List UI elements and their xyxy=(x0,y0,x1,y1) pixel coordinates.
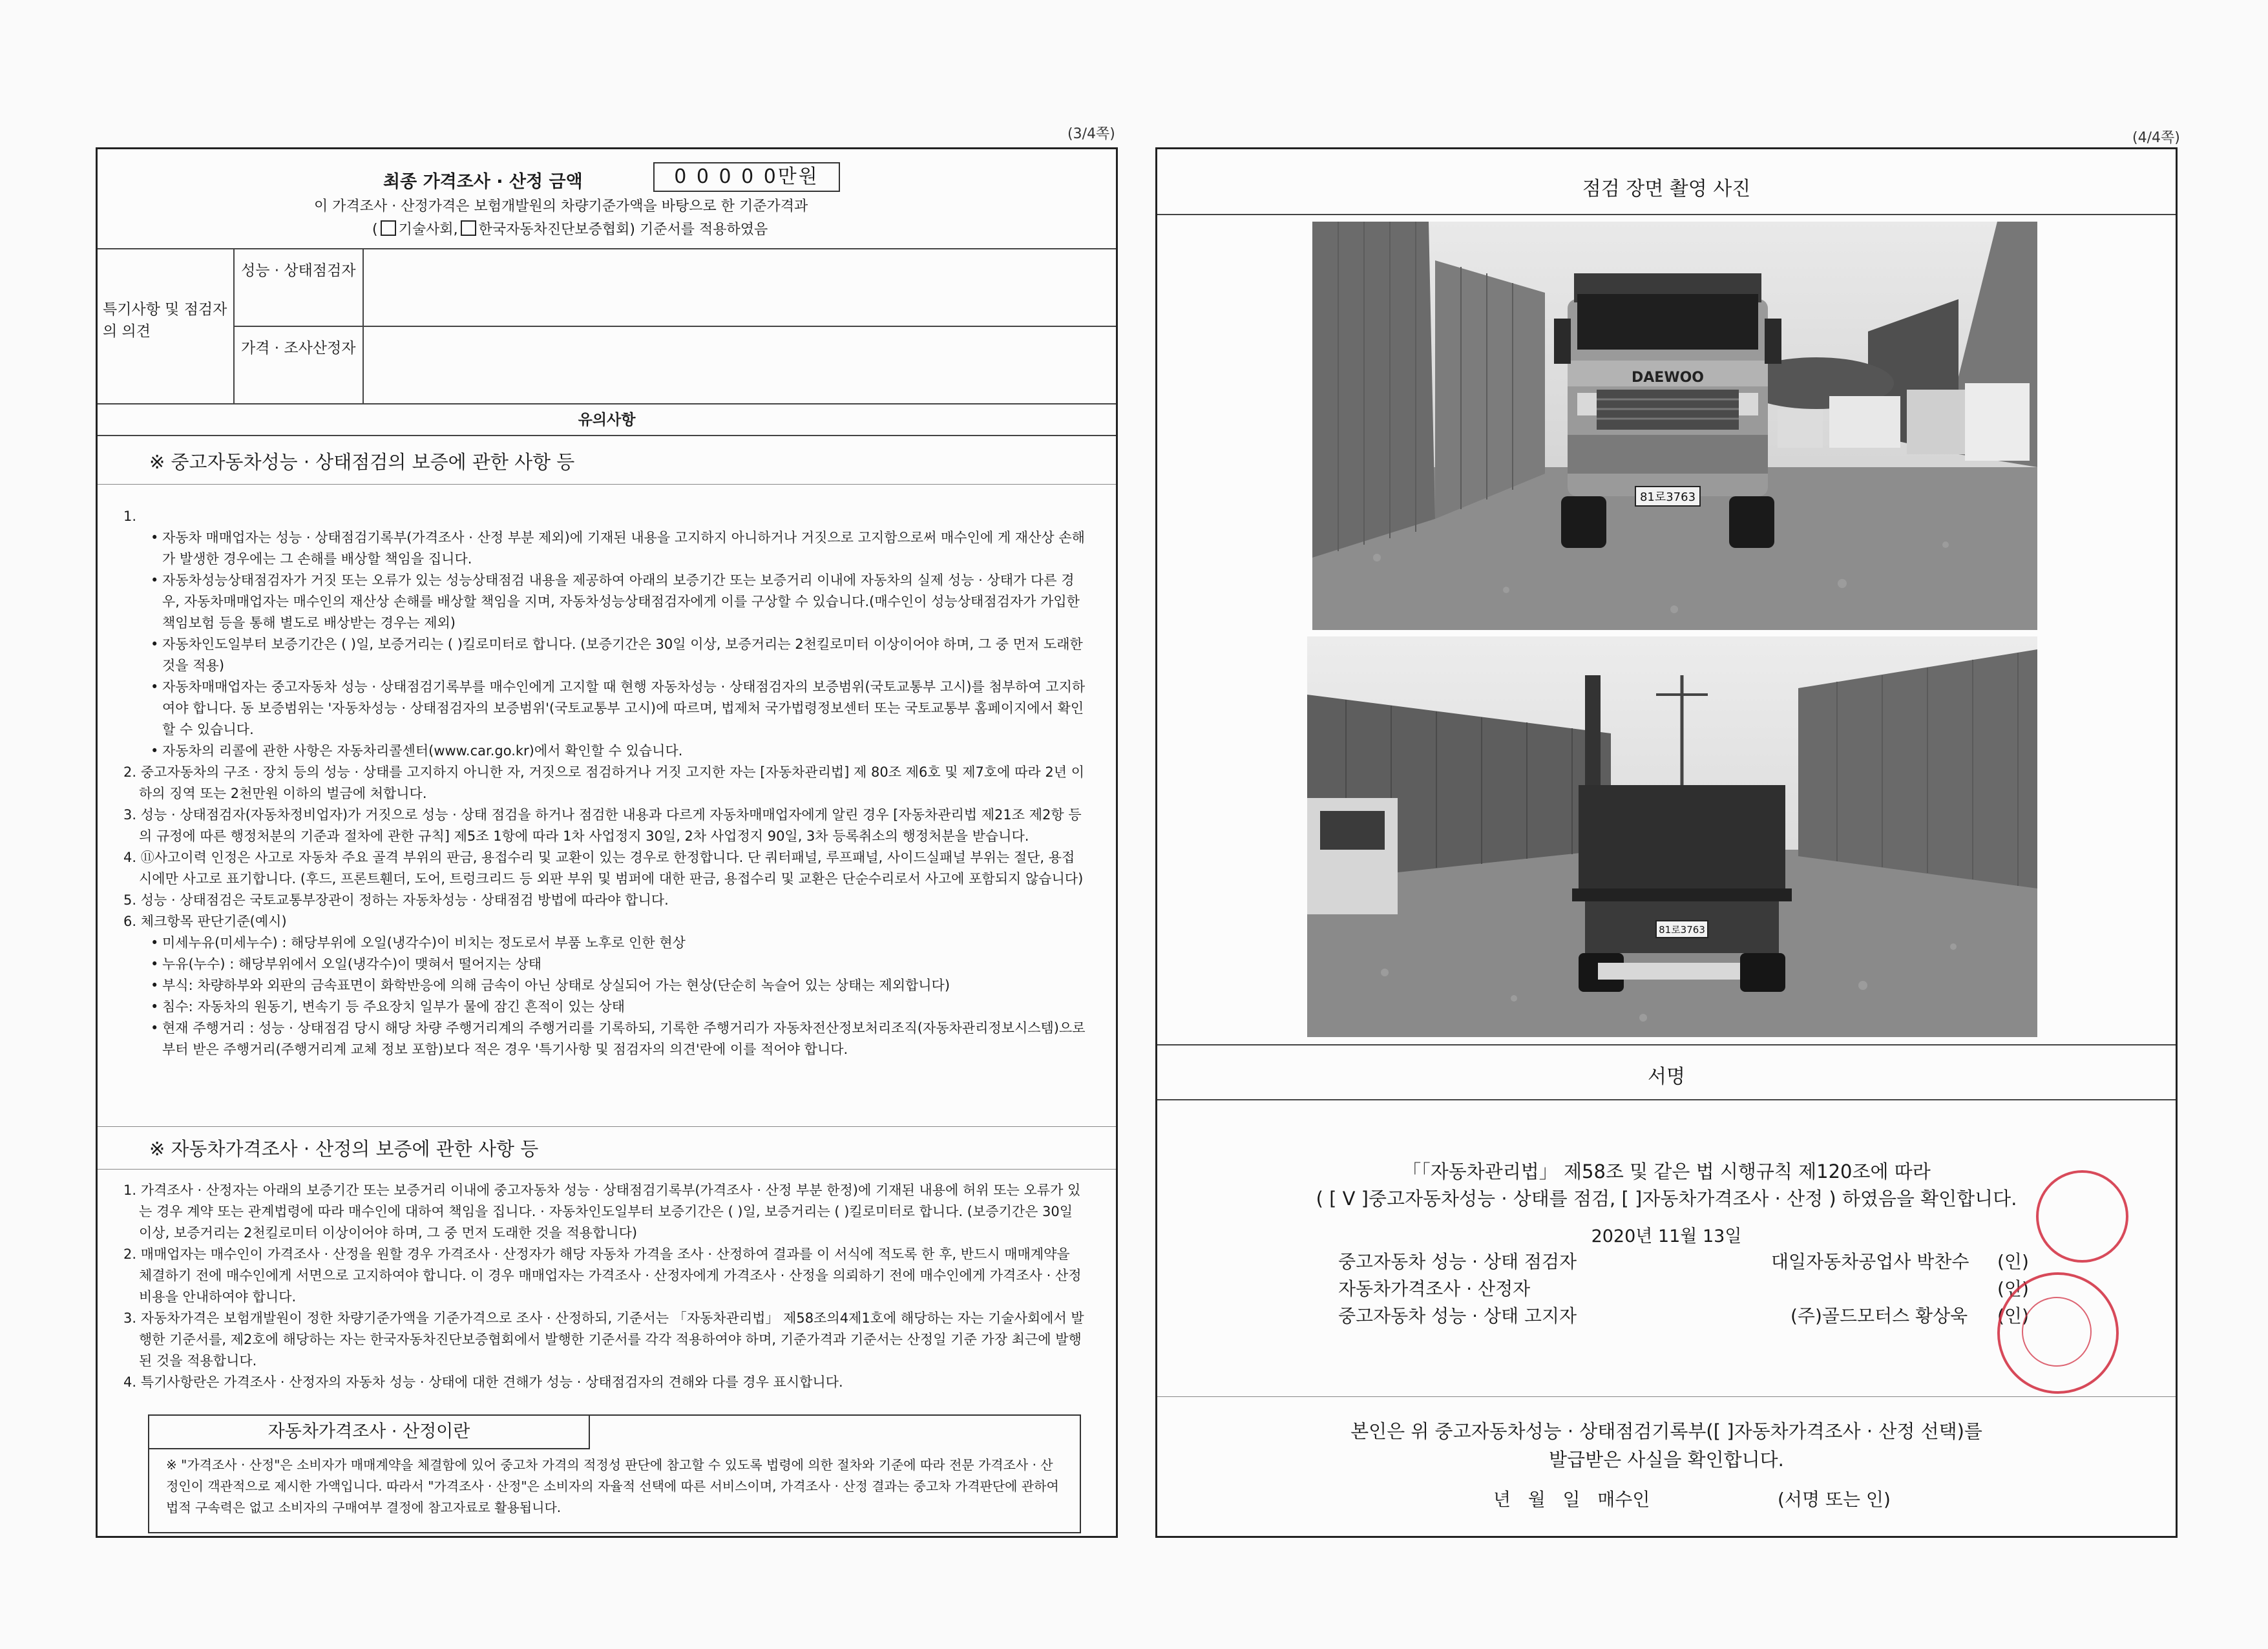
appraisal-item-4: 4. 특기사항란은 가격조사 · 산정자의 자동차 성능 · 상태에 대한 견해가 성능 · 상태점검자의 견해와 다를 경우 표시합니다. xyxy=(123,1374,843,1390)
photo-section-title: 점검 장면 촬영 사진 xyxy=(1582,178,1751,200)
front-view-photo-drawing xyxy=(1312,222,2037,630)
opinion-label: 특기사항 및 점검자의 의견 xyxy=(103,301,227,340)
company-stamp-lower-inner xyxy=(2022,1297,2092,1367)
section-performance-body xyxy=(123,506,1086,1060)
opinion-row-appraiser: 가격 · 조사산정자 xyxy=(241,340,356,357)
confirm-line-2: 발급받은 사실을 확인합니다. xyxy=(1549,1449,1784,1471)
price-desc-2 xyxy=(372,219,768,240)
perf-bullet-5-text: 자동차의 리콜에 관한 사항은 자동차리콜센터(www.car.go.kr)에서 확인할 수 있습니다. xyxy=(162,743,683,759)
paren-open: ( xyxy=(372,222,378,238)
rear-view-photo xyxy=(1307,636,2037,1037)
appraisal-item-2: 2. 매매업자는 매수인이 가격조사 · 산정을 원할 경우 가격조사 · 산정자가 해당 자동차 가격을 조사 · 산정하여 결과를 이 서식에 적도록 한 후, 반드시 매매계약을 체결하기 전에 매수인에게 서면으로 고지하여야 합니다. 이 경우 매매업자는 가격조사 · 산정자에게 가격조사 · 산정을 의뢰하기 전에 매수인에게 가격조사 · 산정 비용을 안내하여야 합니다. xyxy=(123,1246,1082,1305)
right-page xyxy=(1155,147,2178,1538)
check-criteria-3-text: 부식: 차량하부와 외판의 금속표면이 화학반응에 의해 금속이 아닌 상태로 상실되어 가는 현상(단순히 녹슬어 있는 상태는 제외합니다) xyxy=(162,978,950,993)
seal-appraiser[interactable]: (인) xyxy=(1997,1278,2029,1299)
inspector-opinion-field[interactable] xyxy=(369,253,1106,320)
perf-item-6: 6. 체크항목 판단기준(예시) xyxy=(123,914,287,929)
perf-bullet-3: • 자동차인도일부터 보증기간은 ( )일, 보증거리는 ( )킬로미터로 합니다. (보증기간은 30일 이상, 보증거리는 2천킬로미터 이상이어야 하며, 그 중 먼저 도래한 것을 적용) xyxy=(151,636,1083,673)
law-basis-line-1: 「「자동차관리법」 제58조 및 같은 법 시행규칙 제120조에 따라 xyxy=(1402,1161,1931,1182)
section-appraisal-body xyxy=(123,1180,1086,1393)
perf-bullet-2: • 자동차성능상태점검자가 거짓 또는 오류가 있는 성능상태점검 내용을 제공하여 아래의 보증기간 또는 보증거리 이내에 자동차의 실제 성능 · 상태가 다른 경우, 자동차매매업자는 매수인의 재산상 손해를 배상할 책임을 지며, 자동차성능상태점검자에게 이를 구상할 수 있습니다.(매수인이 성능상태점검자가 가입한 책임보험 등을 통해 별도로 배상받는 경우는 제외) xyxy=(151,572,1080,631)
perf-bullet-1-text: 자동차 매매업자는 성능 · 상태점검기록부(가격조사 · 산정 부분 제외)에 기재된 내용을 고지하지 아니하거나 거짓으로 고지함으로써 매수인에 게 재산상 손해가 발생한 경우에는 그 손해를 배상할 책임을 집니다. xyxy=(162,530,1085,567)
price-desc-1: 이 가격조사 · 산정가격은 보험개발원의 차량기준가액을 바탕으로 한 기준가격과 xyxy=(314,198,808,215)
opinion-row-inspector: 성능 · 상태점검자 xyxy=(241,262,356,279)
confirm-line-1: 본인은 위 중고자동차성능 · 상태점검기록부([ ]자동차가격조사 · 산정 선택)를 xyxy=(1350,1420,1982,1442)
perf-bullet-4: • 자동차매매업자는 중고자동차 성능 · 상태점검기록부를 매수인에게 고지할 때 현행 자동차성능 · 상태점검자의 보증범위(국토교통부 고시)를 첨부하여 고지하여야 합니다. 동 보증범위는 '자동차성능 · 상태점검자의 보증범위'(국토교통부 고시)에 따르며, 법제처 국가법령정보센터 또는 국토교통부 홈페이지에서 확인할 수 있습니다. xyxy=(151,679,1086,737)
perf-item-5: 5. 성능 · 상태점검은 국토교통부장관이 정하는 자동차성능 · 상태점검 방법에 따라야 합니다. xyxy=(123,892,669,908)
notice-title: 유의사항 xyxy=(578,412,636,428)
check-criteria-2-text: 누유(누수) : 해당부위에서 오일(냉각수)이 맺혀서 떨어지는 상태 xyxy=(162,956,542,972)
definition-box xyxy=(148,1414,1081,1533)
buyer-signature-field[interactable]: (서명 또는 인) xyxy=(1778,1489,1891,1510)
signer-role-notifier: 중고자동차 성능 · 상태 고지자 xyxy=(1338,1305,1577,1327)
tech-society-label: 기술사회, xyxy=(398,222,458,238)
seal-notifier[interactable]: (인) xyxy=(1997,1305,2029,1327)
check-criteria-2: • 누유(누수) : 해당부위에서 오일(냉각수)이 맺혀서 떨어지는 상태 xyxy=(151,956,542,972)
signer-role-appraiser: 자동차가격조사 · 산정자 xyxy=(1338,1278,1531,1299)
appraisal-item-1: 1. 가격조사 · 산정자는 아래의 보증기간 또는 보증거리 이내에 중고자동차 성능 · 상태점검기록부(가격조사 · 산정 부분 한정)에 기재된 내용에 허위 또는 오류가 있는 경우 계약 또는 관계법령에 따라 매수인에 대하여 책임을 집니다. · 자동차인도일부터 보증기간은 ( )일, 보증거리는 ( )킬로미터로 합니다. (보증기간은 30일 이상, 보증거리는 2천킬로미터 이상이어야 하며, 그 중 먼저 도래한 것을 적용합니다) xyxy=(123,1182,1081,1241)
opinion-section xyxy=(98,248,1116,403)
page-number-right: (4/4쪽) xyxy=(2132,130,2180,146)
definition-title: 자동차가격조사 · 산정이란 xyxy=(149,1416,590,1449)
check-criteria-1-text: 미세누유(미세누수) : 해당부위에 오일(냉각수)이 비치는 정도로서 부품 노후로 인한 현상 xyxy=(162,935,686,951)
law-basis-line-2: ( [ V ]중고자동차성능 · 상태를 점검, [ ]자동차가격조사 · 산정 ) 하였음을 확인합니다. xyxy=(1316,1188,2017,1210)
appraiser-opinion-field[interactable] xyxy=(369,331,1106,398)
perf-item-3: 3. 성능 · 상태점검자(자동차정비업자)가 거짓으로 성능 · 상태 점검을 하거나 점검한 내용과 다르게 자동차매매업자에게 알린 경우 [자동차관리법 제21조 제2항 등의 규정에 따른 행정처분의 기준과 절차에 관한 규칙] 제5조 1항에 따라 1차 사업정지 30일, 2차 사업정지 90일, 3차 등록취소의 행정처분을 받습니다. xyxy=(123,807,1082,844)
seal-inspector[interactable]: (인) xyxy=(1997,1251,2029,1272)
company-stamp-lower xyxy=(1997,1272,2119,1394)
amount-box: 0 0 0 0 0만원 xyxy=(653,162,840,192)
perf-item-2: 2. 중고자동차의 구조 · 장치 등의 성능 · 상태를 고지하지 아니한 자, 거짓으로 점검하거나 거짓 고지한 자는 [자동차관리법] 제 80조 제6호 및 제7호에 따라 2년 이하의 징역 또는 2천만원 이하의 벌금에 처합니다. xyxy=(123,764,1085,801)
page-number-left: (3/4쪽) xyxy=(1067,126,1115,142)
check-criteria-3: • 부식: 차량하부와 외판의 금속표면이 화학반응에 의해 금속이 아닌 상태로 상실되어 가는 현상(단순히 녹슬어 있는 상태는 제외합니다) xyxy=(151,978,950,993)
perf-item-1-number: 1. xyxy=(123,509,137,524)
signature-date: 2020년 11월 13일 xyxy=(1591,1226,1742,1246)
check-criteria-5-text: 현재 주행거리 : 성능 · 상태점검 당시 해당 차량 주행거리계의 주행거리를 기록하되, 기록한 주행거리가 자동차전산정보처리조직(자동차관리정보시스템)으로부터 받은 주행거리(주행거리계 교체 정보 포함)보다 적은 경우 '특기사항 및 점검자의 의견'란에 이를 적어야 합니다. xyxy=(162,1020,1086,1057)
checkbox-tech-society[interactable] xyxy=(381,220,396,236)
rear-plate-text: 81로3763 xyxy=(1659,924,1705,936)
definition-body: ※ "가격조사 · 산정"은 소비자가 매매계약을 체결함에 있어 중고차 가격의 적정성 판단에 참고할 수 있도록 법령에 의한 절차와 기준에 따라 전문 가격조사 · 산정인이 객관적으로 제시한 가액입니다. 따라서 "가격조사 · 산정"은 소비자의 자율적 선택에 따른 서비스이며, 가격조사 · 산정 결과는 중고차 가격판단에 관하여 법적 구속력은 없고 소비자의 구매여부 결정에 참고자료로 활용됩니다. xyxy=(166,1457,1059,1515)
price-title: 최종 가격조사 · 산정 금액 xyxy=(383,172,583,192)
check-criteria-1: • 미세누유(미세누수) : 해당부위에 오일(냉각수)이 비치는 정도로서 부품 노후로 인한 현상 xyxy=(151,935,686,951)
section-appraisal-title: ※ 자동차가격조사 · 산정의 보증에 관한 사항 등 xyxy=(149,1138,539,1160)
perf-bullet-1: • 자동차 매매업자는 성능 · 상태점검기록부(가격조사 · 산정 부분 제외)에 기재된 내용을 고지하지 아니하거나 거짓으로 고지함으로써 매수인에 게 재산상 손해가 발생한 경우에는 그 손해를 배상할 책임을 집니다. xyxy=(151,530,1085,567)
check-criteria-4: • 침수: 자동차의 원동기, 변속기 등 주요장치 일부가 물에 잠긴 흔적이 있는 상태 xyxy=(151,999,625,1014)
front-view-photo xyxy=(1312,222,2037,630)
signer-role-inspector: 중고자동차 성능 · 상태 점검자 xyxy=(1338,1251,1577,1272)
perf-bullet-3-text: 자동차인도일부터 보증기간은 ( )일, 보증거리는 ( )킬로미터로 합니다. (보증기간은 30일 이상, 보증거리는 2천킬로미터 이상이어야 하며, 그 중 먼저 도래한 것을 적용) xyxy=(162,636,1083,673)
checkbox-kada[interactable] xyxy=(461,220,476,236)
perf-bullet-2-text: 자동차성능상태점검자가 거짓 또는 오류가 있는 성능상태점검 내용을 제공하여 아래의 보증기간 또는 보증거리 이내에 자동차의 실제 성능 · 상태가 다른 경우, 자동차매매업자는 매수인의 재산상 손해를 배상할 책임을 지며, 자동차성능상태점검자에게 이를 구상할 수 있습니다.(매수인이 성능상태점검자가 가입한 책임보험 등을 통해 별도로 배상받는 경우는 제외) xyxy=(162,572,1080,631)
section-performance-title: ※ 중고자동차성능 · 상태점검의 보증에 관한 사항 등 xyxy=(149,451,575,473)
front-plate-text: 81로3763 xyxy=(1639,490,1696,504)
check-criteria-4-text: 침수: 자동차의 원동기, 변속기 등 주요장치 일부가 물에 잠긴 흔적이 있는 상태 xyxy=(162,999,625,1014)
kada-label: 한국자동차진단보증협회) 기준서를 적용하였음 xyxy=(478,222,768,238)
perf-bullet-5: • 자동차의 리콜에 관한 사항은 자동차리콜센터(www.car.go.kr)에서 확인할 수 있습니다. xyxy=(151,743,683,759)
company-stamp-upper xyxy=(2036,1170,2128,1263)
signer-name-inspector: 대일자동차공업사 박찬수 xyxy=(1771,1251,1969,1272)
appraisal-item-3: 3. 자동차가격은 보험개발원이 정한 차량기준가액을 기준가격으로 조사 · 산정하되, 기준서는 「자동차관리법」 제58조의4제1호에 해당하는 자는 기술사회에서 발행한 기준서를, 제2호에 해당하는 자는 한국자동차진단보증협회에서 발행한 기준서를 각각 적용하여야 하며, 기준가격과 기준서는 산정일 기준 가장 최근에 발행된 것을 적용합니다. xyxy=(123,1310,1084,1369)
buyer-date-line: 년 월 일 매수인 xyxy=(1493,1489,1650,1510)
truck-brand-label: DAEWOO xyxy=(1632,370,1704,386)
signer-name-notifier: (주)골드모터스 황상욱 xyxy=(1790,1305,1968,1327)
left-page xyxy=(96,147,1118,1538)
perf-item-4: 4. ⑪사고이력 인정은 사고로 자동차 주요 골격 부위의 판금, 용접수리 및 교환이 있는 경우로 한정합니다. 단 쿼터패널, 루프패널, 사이드실패널 부위는 절단, 용접 시에만 사고로 표기합니다. (후드, 프론트휀더, 도어, 트렁크리드 등 외판 부위 및 범퍼에 대한 판금, 용접수리 및 교환은 단순수리로서 사고에 포함되지 않습니다) xyxy=(123,850,1084,887)
rear-view-photo-drawing xyxy=(1307,636,2037,1037)
check-criteria-5: • 현재 주행거리 : 성능 · 상태점검 당시 해당 차량 주행거리계의 주행거리를 기록하되, 기록한 주행거리가 자동차전산정보처리조직(자동차관리정보시스템)으로부터 받은 주행거리(주행거리계 교체 정보 포함)보다 적은 경우 '특기사항 및 점검자의 의견'란에 이를 적어야 합니다. xyxy=(151,1020,1086,1057)
signature-section-title: 서명 xyxy=(1648,1066,1685,1088)
perf-bullet-4-text: 자동차매매업자는 중고자동차 성능 · 상태점검기록부를 매수인에게 고지할 때 현행 자동차성능 · 상태점검자의 보증범위(국토교통부 고시)를 첨부하여 고지하여야 합니다. 동 보증범위는 '자동차성능 · 상태점검자의 보증범위'(국토교통부 고시)에 따르며, 법제처 국가법령정보센터 또는 국토교통부 홈페이지에서 확인할 수 있습니다. xyxy=(162,679,1086,737)
